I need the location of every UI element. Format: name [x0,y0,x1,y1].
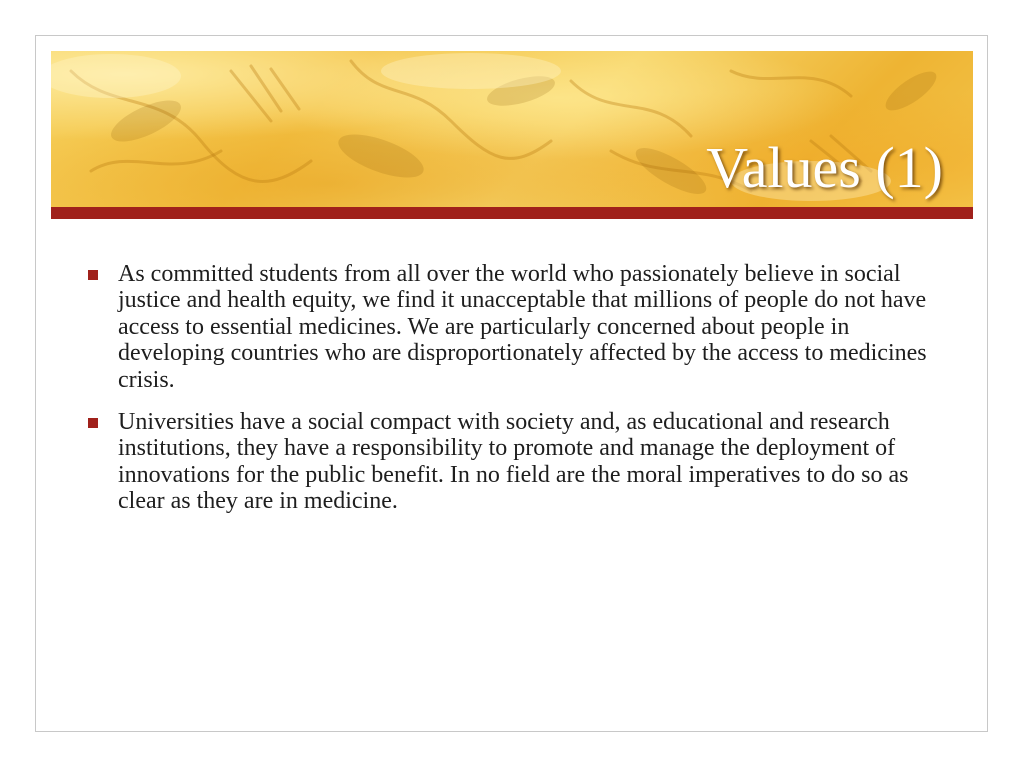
bullet-text: As committed students from all over the world who passionately believe in social justice and health equity, we find it unacceptable that millions of people do not have access to essential medicines. We are particularly concerned about people in developing countries who are disproportionately affected by the access to medicines crisis. [118,261,927,393]
slide-title: Values (1) [706,135,943,200]
bullet-item [88,261,948,393]
bullet-item [88,409,948,515]
square-bullet-icon [88,418,98,428]
bullet-text: Universities have a social compact with society and, as educational and research institutions, they have a responsibility to promote and manage the deployment of innovations for the public benefit. In no field are the moral imperatives to do so as clear as they are in medicine. [118,409,909,515]
square-bullet-icon [88,270,98,280]
header-banner [51,51,973,207]
header-accent-bar [51,207,973,219]
bullet-list [88,261,948,531]
slide [35,35,988,732]
